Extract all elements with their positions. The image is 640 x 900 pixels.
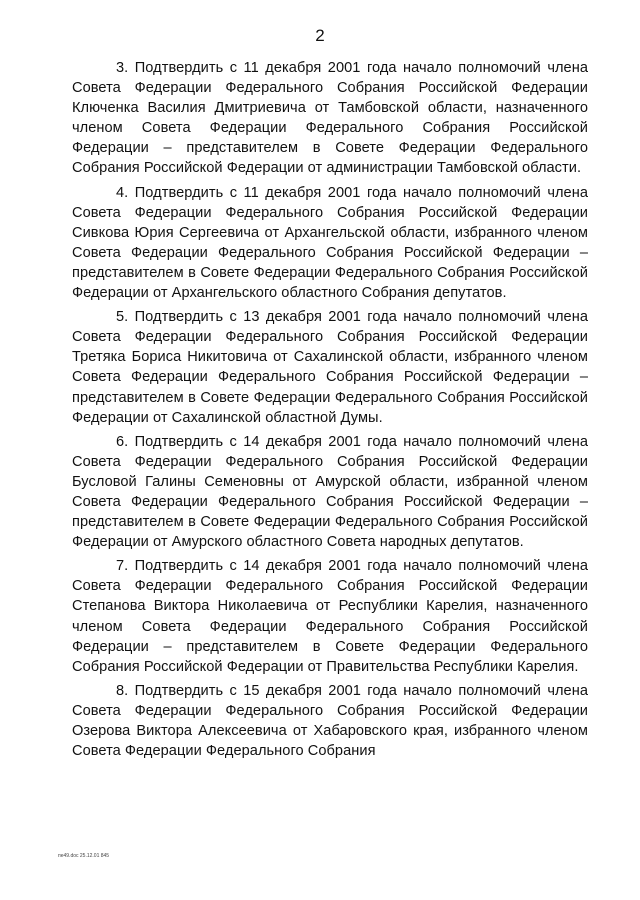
- page-number: 2: [315, 26, 325, 45]
- paragraph-7: 7. Подтвердить с 14 декабря 2001 года начало полномочий члена Совета Федерации Федерального Собрания Российской Федерации Степанова Виктора Николаевича от Республики Карелия, назначенного членом Совета Федерации Федерального Собрания Российской Федерации – представителем в Совете Федерации Федерального Собрания Российской Федерации от Правительства Республики Карелия.: [72, 558, 588, 675]
- paragraph-5: 5. Подтвердить с 13 декабря 2001 года начало полномочий члена Совета Федерации Федерального Собрания Российской Федерации Третяка Бориса Никитовича от Сахалинской области, избранного членом Совета Федерации Федерального Собрания Российской Федерации – представителем в Совете Федерации Федерального Собрания Российской Федерации от Сахалинской областной Думы.: [72, 309, 588, 426]
- document-body: [72, 58, 588, 765]
- paragraph-8: 8. Подтвердить с 15 декабря 2001 года начало полномочий члена Совета Федерации Федерального Собрания Российской Федерации Озерова Виктора Алексеевича от Хабаровского края, избранного членом Совета Федерации Федерального Собрания: [72, 682, 588, 760]
- footer-file-code: пе49.doc 25.12.01 845: [58, 853, 110, 859]
- paragraph-6: 6. Подтвердить с 14 декабря 2001 года начало полномочий члена Совета Федерации Федерального Собрания Российской Федерации Бусловой Галины Семеновны от Амурской области, избранной членом Совета Федерации Федерального Собрания Российской Федерации – представителем в Совете Федерации Федерального Собрания Российской Федерации от Амурского областного Совета народных депутатов.: [72, 433, 588, 551]
- paragraph-3: 3. Подтвердить с 11 декабря 2001 года начало полномочий члена Совета Федерации Федерального Собрания Российской Федерации Ключенка Василия Дмитриевича от Тамбовской области, назначенного членом Совета Федерации Федерального Собрания Российской Федерации – представителем в Совете Федерации Федерального Собрания Российской Федерации от администрации Тамбовской области.: [72, 60, 588, 177]
- paragraph-4: 4. Подтвердить с 11 декабря 2001 года начало полномочий члена Совета Федерации Федерального Собрания Российской Федерации Сивкова Юрия Сергеевича от Архангельской области, избранного членом Совета Федерации Федерального Собрания Российской Федерации – представителем в Совете Федерации Федерального Собрания Российской Федерации от Архангельского областного Собрания депутатов.: [72, 184, 588, 302]
